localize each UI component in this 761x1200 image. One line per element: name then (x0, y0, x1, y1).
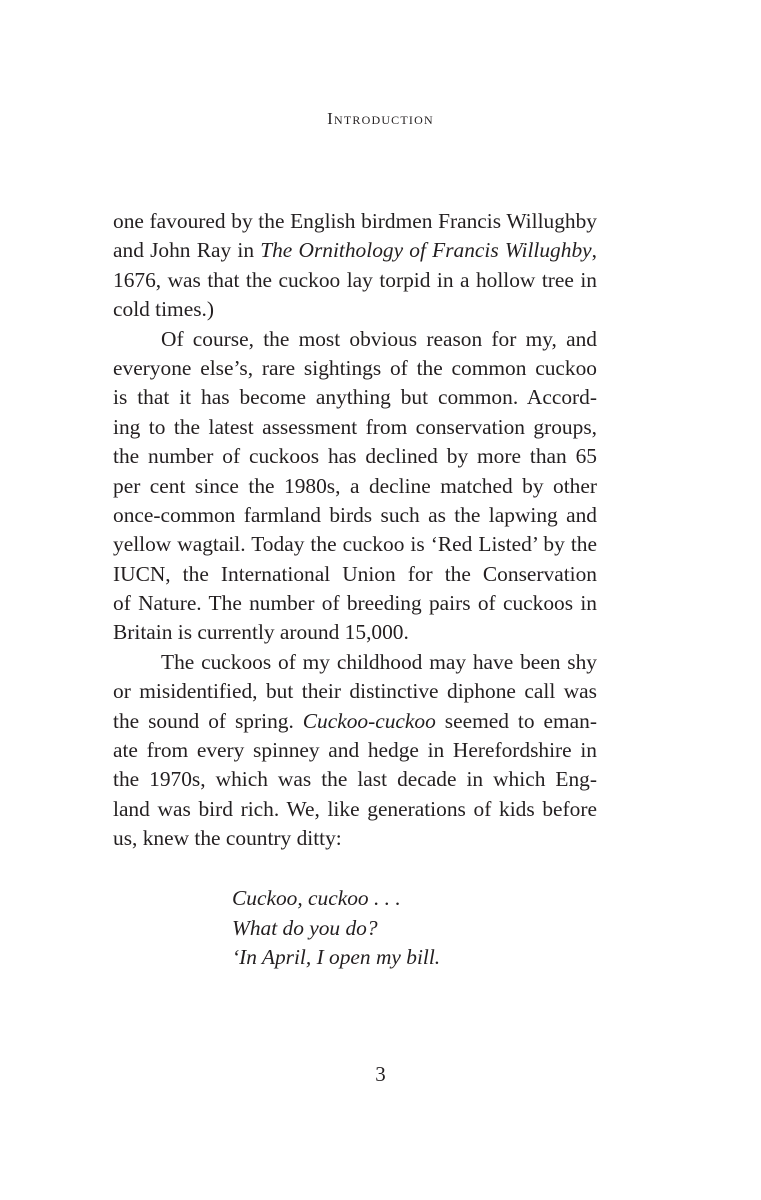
text-line (113, 207, 597, 236)
text-line (113, 413, 597, 442)
text-span: the 1970s, which was the last decade in which Eng- (113, 767, 597, 792)
text-span: 1676, was that the cuckoo lay torpid in a hollow tree in (113, 267, 597, 292)
text-line (113, 707, 597, 736)
paragraph (113, 207, 597, 325)
text-line (113, 824, 597, 853)
text-line (113, 383, 597, 412)
text-line (113, 295, 597, 324)
text-line (113, 266, 597, 295)
verse-quote (232, 884, 440, 973)
text-span: Britain is currently around 15,000. (113, 620, 409, 645)
text-line (113, 236, 597, 265)
text-line (113, 560, 597, 589)
text-span: seemed to eman- (435, 708, 597, 733)
text-line (113, 648, 597, 677)
running-head: Introduction (327, 109, 434, 128)
paragraph (113, 648, 597, 854)
text-span: is that it has become anything but common. Accord- (113, 385, 597, 410)
text-span: the number of cuckoos has declined by more than 65 (113, 444, 597, 469)
text-line (113, 736, 597, 765)
text-line (113, 530, 597, 559)
page-number: 3 (375, 1062, 386, 1086)
text-line (113, 795, 597, 824)
text-line (113, 472, 597, 501)
verse-line: Cuckoo, cuckoo . . . (232, 886, 401, 910)
text-span: the sound of spring. (113, 708, 303, 733)
emphasis: Cuckoo-cuckoo (302, 708, 436, 733)
text-line (113, 325, 597, 354)
text-span: , (591, 238, 597, 263)
text-span: once-common farmland birds such as the lapwing and (113, 502, 597, 527)
text-line (113, 677, 597, 706)
text-line (113, 589, 597, 618)
verse-line: What do you do? (232, 915, 378, 940)
text-span: cold times.) (113, 297, 214, 322)
book-title: The Ornithology of Francis Willughby (260, 238, 592, 263)
text-span: per cent since the 1980s, a decline matched by other (113, 473, 597, 498)
text-span: The cuckoos of my childhood may have been shy (161, 649, 597, 674)
text-span: everyone else’s, rare sightings of the common cuckoo (113, 355, 597, 380)
verse-line: ‘In April, I open my bill. (232, 945, 441, 970)
text-span: land was bird rich. We, like generations of kids before (113, 796, 597, 821)
text-span: IUCN, the International Union for the Conservation (113, 561, 597, 586)
text-span: us, knew the country ditty: (113, 826, 342, 851)
text-span: ing to the latest assessment from conservation groups, (113, 414, 597, 439)
text-span: ate from every spinney and hedge in Herefordshire in (113, 738, 597, 763)
text-span: or misidentified, but their distinctive diphone call was (113, 679, 597, 704)
text-span: yellow wagtail. Today the cuckoo is ‘Red Listed’ by the (113, 532, 597, 557)
text-line (113, 765, 597, 794)
text-line (113, 442, 597, 471)
paragraph (113, 325, 597, 648)
text-line (113, 618, 597, 647)
text-span: of Nature. The number of breeding pairs of cuckoos in (113, 591, 597, 616)
text-span: and John Ray in (113, 238, 261, 263)
text-line (113, 501, 597, 530)
text-span: one favoured by the English birdmen Francis Willughby (113, 209, 597, 233)
text-span: Of course, the most obvious reason for my, and (161, 326, 597, 351)
body-text (113, 207, 597, 854)
text-line (113, 354, 597, 383)
